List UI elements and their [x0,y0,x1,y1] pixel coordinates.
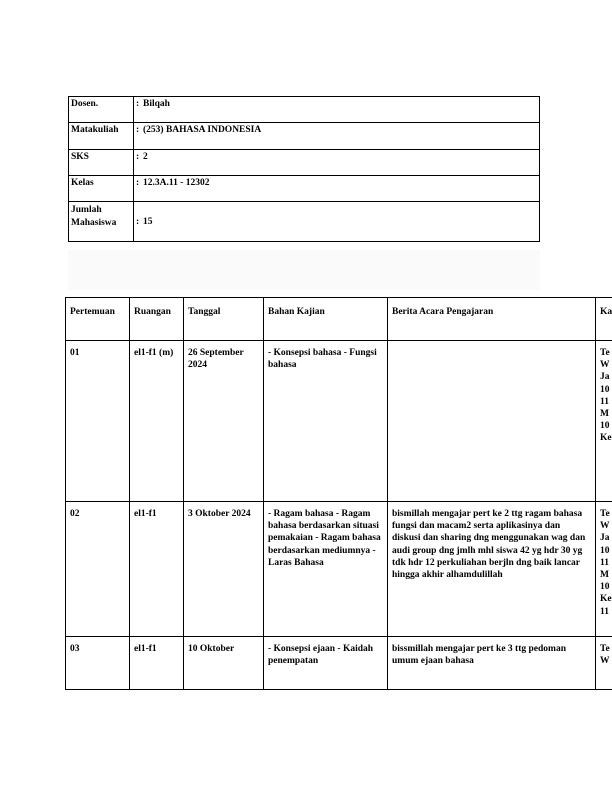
kehadiran-line: Te [600,348,610,358]
info-row-sks [69,150,540,176]
kelas-label: Kelas [69,176,134,202]
cell-kehadiran [596,341,612,502]
cell-kehadiran [596,637,612,690]
kehadiran-line: 11 [600,396,609,407]
header-tanggal: Tanggal [184,298,264,341]
dosen-value: Bilqah [141,97,540,123]
kehadiran-line: 10 [600,582,610,593]
kehadiran-line: W [600,360,610,371]
cell-berita-acara [388,341,596,502]
cell-ruangan: el1-f1 [130,637,184,690]
kehadiran-line: W [600,656,610,667]
kehadiran-line: Ja [600,533,610,544]
header-ruangan: Ruangan [130,298,184,341]
kehadiran-line: 11 [600,557,609,568]
info-row-jumlah [69,202,540,242]
cell-tanggal: 3 Oktober 2024 [184,502,264,637]
info-row-dosen [69,97,540,123]
cell-bahan-kajian: - Ragam bahasa - Ragam bahasa berdasarkan situasi pemakaian - Ragam bahasa berdasarkan mediumnya - Laras Bahasa [264,502,388,637]
table-row [66,341,612,502]
header-bahan-kajian: Bahan Kajian [264,298,388,341]
kehadiran-line: Ke [600,433,612,444]
kehadiran-line: W [600,521,610,532]
info-row-matakuliah [69,123,540,150]
kehadiran-line: 10 [600,384,610,395]
cell-pertemuan: 02 [66,502,130,637]
cell-bahan-kajian: - Konsepsi bahasa - Fungsi bahasa [264,341,388,502]
cell-kehadiran [596,502,612,637]
cell-ruangan: el1-f1 (m) [130,341,184,502]
teaching-log-wrapper [65,297,612,717]
cell-bahan-kajian: - Konsepsi ejaan - Kaidah penempatan [264,637,388,690]
matakuliah-label: Matakuliah [69,123,134,150]
jumlah-separator: : [134,202,142,242]
kehadiran-line: 10 [600,545,610,556]
kehadiran-line: M [600,409,609,420]
sks-separator: : [134,150,142,176]
kehadiran-line: Te [600,644,610,654]
info-row-kelas [69,176,540,202]
kehadiran-line: Te [600,509,610,519]
jumlah-value: 15 [141,202,540,242]
header-berita-acara: Berita Acara Pengajaran [388,298,596,341]
cell-tanggal: 10 Oktober [184,637,264,690]
cell-ruangan: el1-f1 [130,502,184,637]
kehadiran-line: 10 [600,421,610,432]
kehadiran-line: Ke [600,594,612,605]
header-pertemuan: Pertemuan [66,298,130,341]
matakuliah-value: (253) BAHASA INDONESIA [141,123,540,150]
cell-pertemuan: 03 [66,637,130,690]
course-info-table [68,96,540,242]
matakuliah-separator: : [134,123,142,150]
cell-berita-acara: bismillah mengajar pert ke 2 ttg ragam bahasa fungsi dan macam2 serta aplikasinya dan diskusi dan sharing dng menggunakan wag dan audi group dng jmlh mhl siswa 42 yg hdr 30 yg tdk hdr 12 perkuliahan berjln dng baik lancar hingga akhir alhamdulillah [388,502,596,637]
cell-pertemuan: 01 [66,341,130,502]
cell-berita-acara: bissmillah mengajar pert ke 3 ttg pedoman umum ejaan bahasa [388,637,596,690]
header-kehadiran: Ka [596,298,612,341]
cell-tanggal: 26 September 2024 [184,341,264,502]
teaching-log-table [65,297,612,690]
dosen-label: Dosen. [69,97,134,123]
table-header-row [66,298,612,341]
jumlah-label: Jumlah Mahasiswa [69,202,134,242]
sks-value: 2 [141,150,540,176]
spacer-band [68,250,540,290]
kelas-value: 12.3A.11 - 12302 [141,176,540,202]
dosen-separator: : [134,97,142,123]
kehadiran-line: M [600,570,609,581]
table-row [66,637,612,690]
sks-label: SKS [69,150,134,176]
kelas-separator: : [134,176,142,202]
kehadiran-line: Ja [600,372,610,383]
table-row [66,502,612,637]
kehadiran-line: 11 [600,606,609,617]
